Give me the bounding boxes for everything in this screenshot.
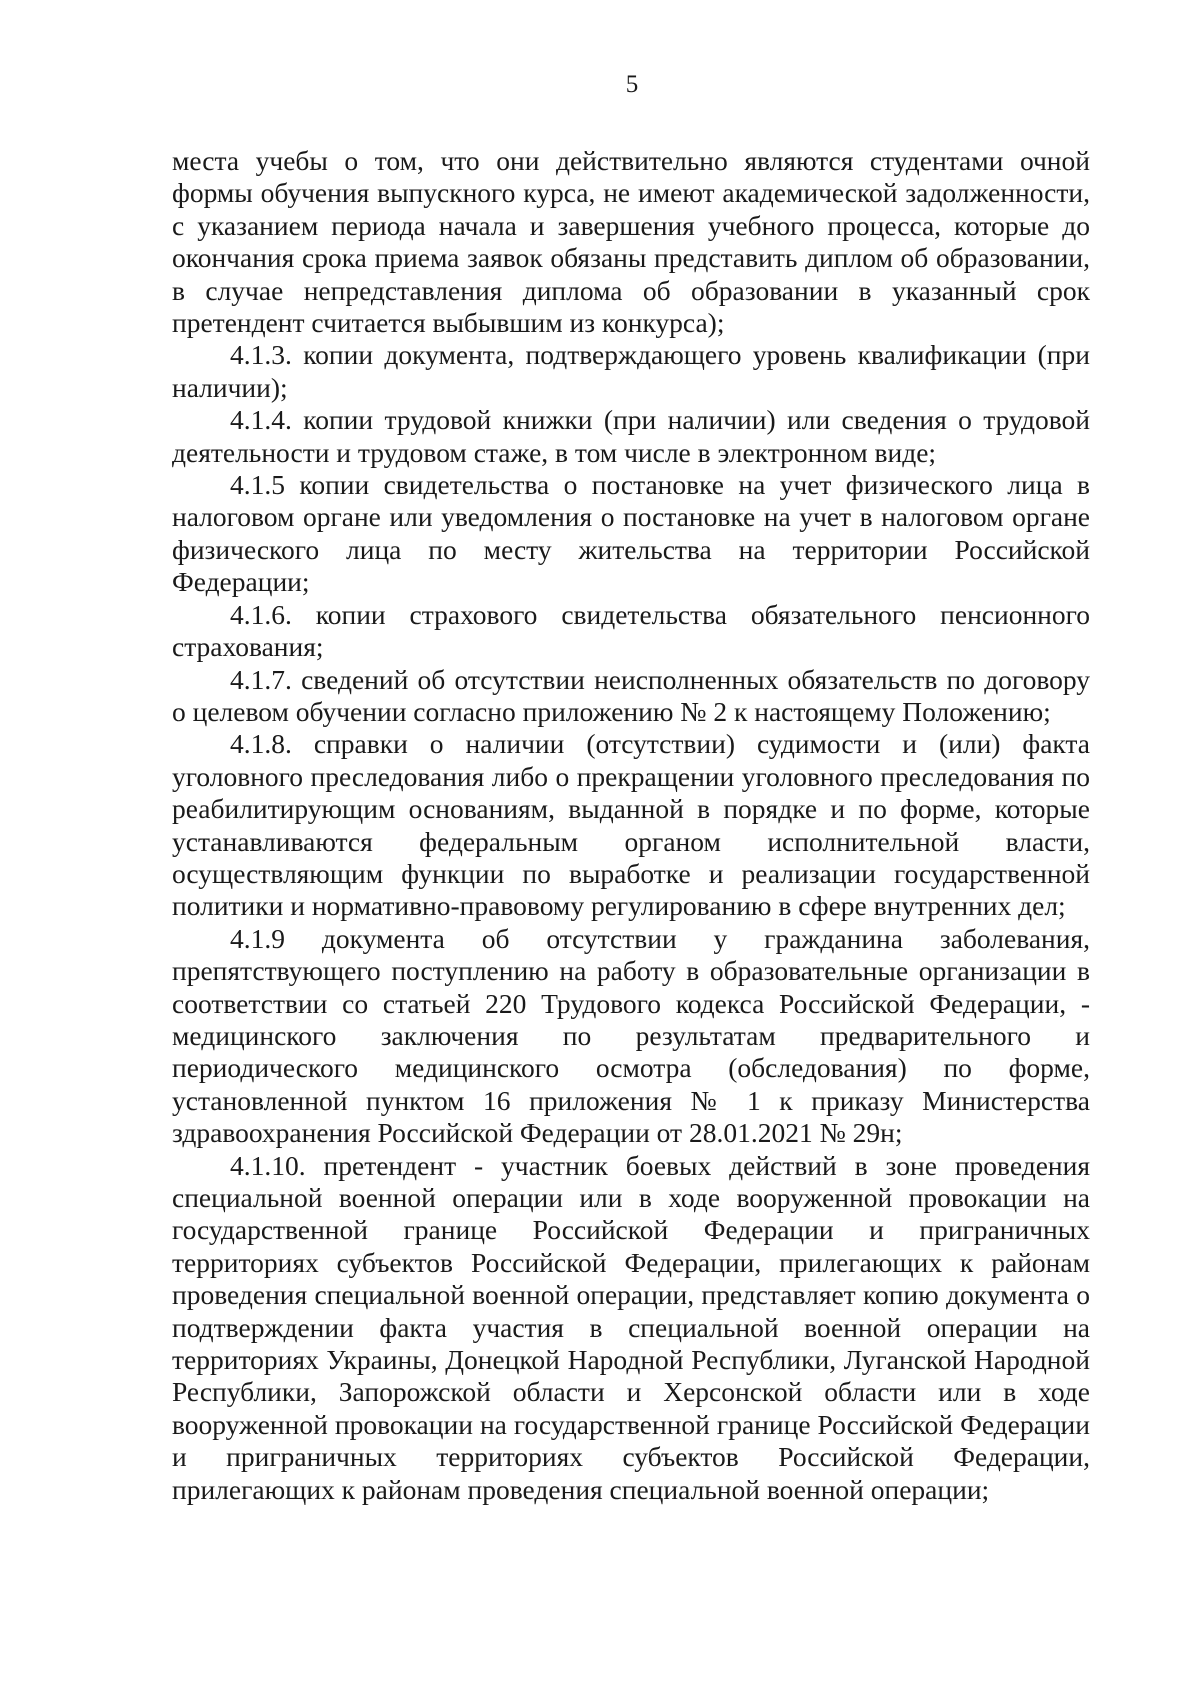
paragraph-continuation: места учебы о том, что они действительно являются студентами очной формы обучения выпускного курса, не имеют академической задолженности, с указанием периода начала и завершения учебного процесса, которые до окончания срока приема заявок обязаны представить диплом об образовании, в случае непредставления диплома об образовании в указанный срок претендент считается выбывшим из конкурса); — [172, 145, 1090, 339]
document-body — [172, 145, 1090, 1506]
paragraph-4-1-4: 4.1.4. копии трудовой книжки (при наличии) или сведения о трудовой деятельности и трудовом стаже, в том числе в электронном виде; — [172, 404, 1090, 468]
paragraph-4-1-8: 4.1.8. справки о наличии (отсутствии) судимости и (или) факта уголовного преследования либо о прекращении уголовного преследования по реабилитирующим основаниям, выданной в порядке и по форме, которые устанавливаются федеральным органом исполнительной власти, осуществляющим функции по выработке и реализации государственной политики и нормативно-правовому регулированию в сфере внутренних дел; — [172, 728, 1090, 922]
paragraph-4-1-10: 4.1.10. претендент - участник боевых действий в зоне проведения специальной военной операции или в ходе вооруженной провокации на государственной границе Российской Федерации и приграничных территориях субъектов Российской Федерации, прилегающих к районам проведения специальной военной операции, представляет копию документа о подтверждении факта участия в специальной военной операции на территориях Украины, Донецкой Народной Республики, Луганской Народной Республики, Запорожской области и Херсонской области или в ходе вооруженной провокации на государственной границе Российской Федерации и приграничных территориях субъектов Российской Федерации, прилегающих к районам проведения специальной военной операции; — [172, 1149, 1090, 1505]
paragraph-4-1-5: 4.1.5 копии свидетельства о постановке на учет физического лица в налоговом органе или уведомления о постановке на учет в налоговом органе физического лица по месту жительства на территории Российской Федерации; — [172, 469, 1090, 598]
paragraph-4-1-7: 4.1.7. сведений об отсутствии неисполненных обязательств по договору о целевом обучении согласно приложению № 2 к настоящему Положению; — [172, 663, 1090, 727]
paragraph-4-1-3: 4.1.3. копии документа, подтверждающего уровень квалификации (при наличии); — [172, 339, 1090, 403]
paragraph-4-1-9: 4.1.9 документа об отсутствии у гражданина заболевания, препятствующего поступлению на работу в образовательные организации в соответствии со статьей 220 Трудового кодекса Российской Федерации, - медицинского заключения по результатам предварительного и периодического медицинского осмотра (обследования) по форме, установленной пунктом 16 приложения № 1 к приказу Министерства здравоохранения Российской Федерации от 28.01.2021 № 29н; — [172, 922, 1090, 1149]
paragraph-4-1-6: 4.1.6. копии страхового свидетельства обязательного пенсионного страхования; — [172, 598, 1090, 663]
page-number: 5 — [625, 71, 639, 98]
